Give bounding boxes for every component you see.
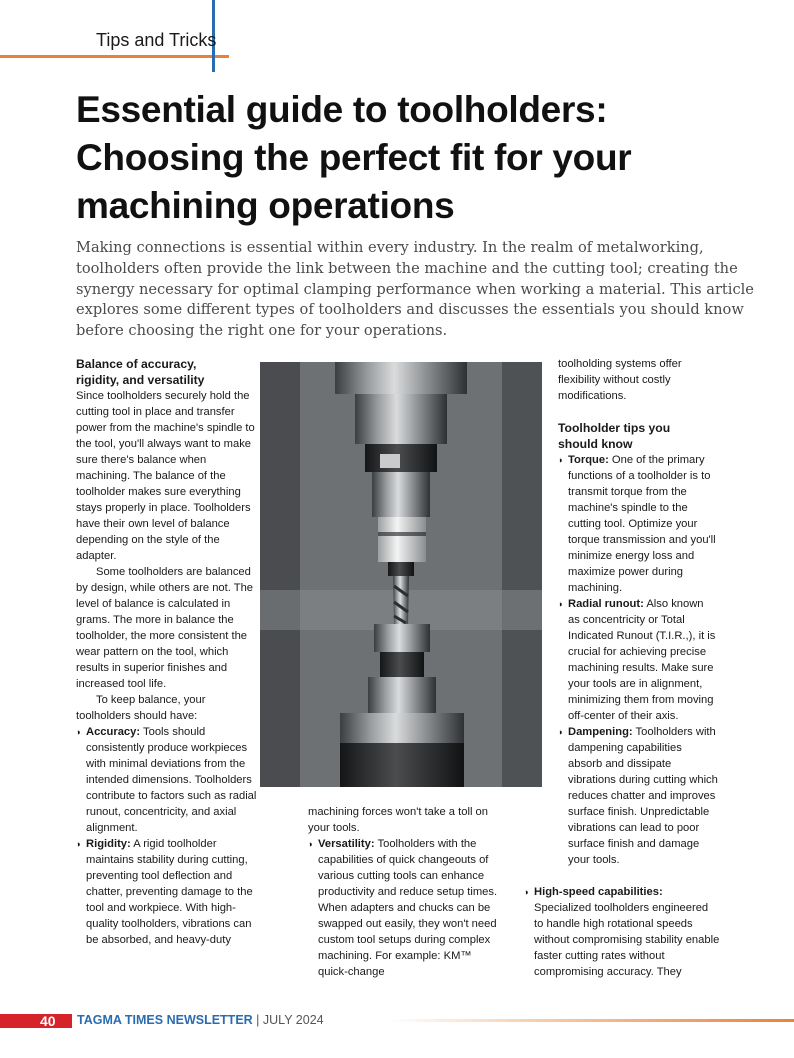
- bullet-item: [76, 836, 258, 948]
- bullet-item: [558, 596, 718, 724]
- paragraph: Some toolholders are balanced by design, while others are not. The level of balance is calculated in grams. The more in balance the toolholder, the more consistent the wear pattern on the tool, which results in superior finishes and increased tool life.: [76, 566, 254, 690]
- bullet-text: A rigid toolholder maintains stability during cutting, preventing tool deflection and chatter, preventing damage to the tool and workpiece. With high-quality toolholders, vibrations can be absorbed, and heavy-duty: [86, 838, 253, 946]
- title-line: Essential guide to toolholders:: [76, 89, 608, 130]
- bullet-item: [76, 724, 258, 836]
- toolholder-photo: [260, 362, 542, 787]
- title-line: machining operations: [76, 185, 455, 226]
- footer-separator: |: [256, 1013, 260, 1027]
- bullet-icon: ◗: [558, 727, 564, 737]
- spacer: [558, 404, 718, 420]
- section-heading: Toolholder tips you: [558, 421, 671, 435]
- paragraph: To keep balance, your toolholders should have:: [76, 694, 206, 722]
- column-1: [76, 356, 258, 948]
- footer-page-block: [0, 1014, 72, 1028]
- bullet-icon: ◗: [558, 455, 564, 465]
- column-3-wide: [524, 884, 720, 980]
- paragraph: toolholding systems offer flexibility without costly modifications.: [558, 358, 682, 402]
- bullet-term: Versatility:: [318, 838, 375, 850]
- bullet-text: One of the primary functions of a toolholder is to transmit torque from the machine's spindle to the cutting tool. Optimize your torque transmission and you'll minimize energy loss and maximize power during machining.: [568, 454, 716, 594]
- bullet-icon: ◗: [524, 887, 530, 897]
- section-label: Tips and Tricks: [96, 30, 217, 50]
- bullet-term: Torque:: [568, 454, 609, 466]
- page-number: 40: [40, 1013, 56, 1029]
- section-heading: rigidity, and versatility: [76, 373, 205, 387]
- column-2: [308, 804, 498, 980]
- section-heading: should know: [558, 437, 633, 451]
- column-3-bullets: [558, 452, 718, 868]
- bullet-item: [524, 884, 720, 980]
- paragraph: machining forces won't take a toll on your tools.: [308, 806, 488, 834]
- bullet-text: Tools should consistently produce workpieces with minimal deviations from the intended dimensions. Toolholders contribute to factors such as radial runout, concentricity, and axial alignment.: [86, 726, 257, 834]
- publication-name: TAGMA TIMES NEWSLETTER: [77, 1013, 253, 1027]
- bullet-item: [558, 724, 718, 868]
- bullet-item: [308, 836, 498, 980]
- bullet-term: Rigidity:: [86, 838, 131, 850]
- section-heading: Balance of accuracy,: [76, 357, 197, 371]
- title-line: Choosing the perfect fit for your: [76, 137, 632, 178]
- bullet-text: Toolholders with the capabilities of quick changeouts of various cutting tools can enhance productivity and reduce setup times. When adapters and chucks can be swapped out easily, they won't need custom tool setups during complex machining. For example: KM™ quick-change: [318, 838, 498, 978]
- bullet-text: Specialized toolholders engineered to handle high rotational speeds without compromising stability enable faster cutting rates without compromising accuracy. They: [534, 902, 720, 978]
- bullet-icon: ◗: [308, 839, 314, 849]
- bullet-icon: ◗: [558, 599, 564, 609]
- footer-rule: [388, 1019, 794, 1022]
- article-title: [76, 86, 756, 230]
- issue-date: JULY 2024: [262, 1013, 324, 1027]
- bullet-term: Dampening:: [568, 726, 633, 738]
- bullet-term: Radial runout:: [568, 598, 644, 610]
- bullet-text: Also known as concentricity or Total Indicated Runout (T.I.R.,), it is crucial for achieving precise machining results. Make sure your tools are in alignment, minimizing them from moving off-center of their axis.: [568, 598, 716, 722]
- bullet-item: [558, 452, 718, 596]
- article-intro: Making connections is essential within every industry. In the realm of metalworking, toolholders often provide the link between the machine and the cutting tool; creating the synergy necessary for optimal clamping performance when working a material. This article explores some different types of toolholders and discusses the essentials you should know before choosing the right one for your operations.: [76, 239, 754, 340]
- bullet-term: Accuracy:: [86, 726, 141, 738]
- column-3-top: [558, 356, 718, 452]
- bullet-icon: ◗: [76, 727, 82, 737]
- bullet-term: High-speed capabilities:: [534, 886, 663, 898]
- paragraph: Since toolholders securely hold the cutting tool in place and transfer power from the machine's spindle to the tool, you'll always want to make sure there's balance when machining. The balance of the toolholder makes sure everything stays properly in place. Toolholders have their own level of balance depending on the style of the adapter.: [76, 390, 255, 562]
- bullet-icon: ◗: [76, 839, 82, 849]
- bullet-text: Toolholders with dampening capabilities absorb and dissipate vibrations during cutting which reduces chatter and improves surface finish. Unpredictable vibrations can lead to poor surface finish and damage your tools.: [568, 726, 718, 866]
- header-rule: [0, 55, 229, 58]
- footer-publication: [77, 1013, 324, 1027]
